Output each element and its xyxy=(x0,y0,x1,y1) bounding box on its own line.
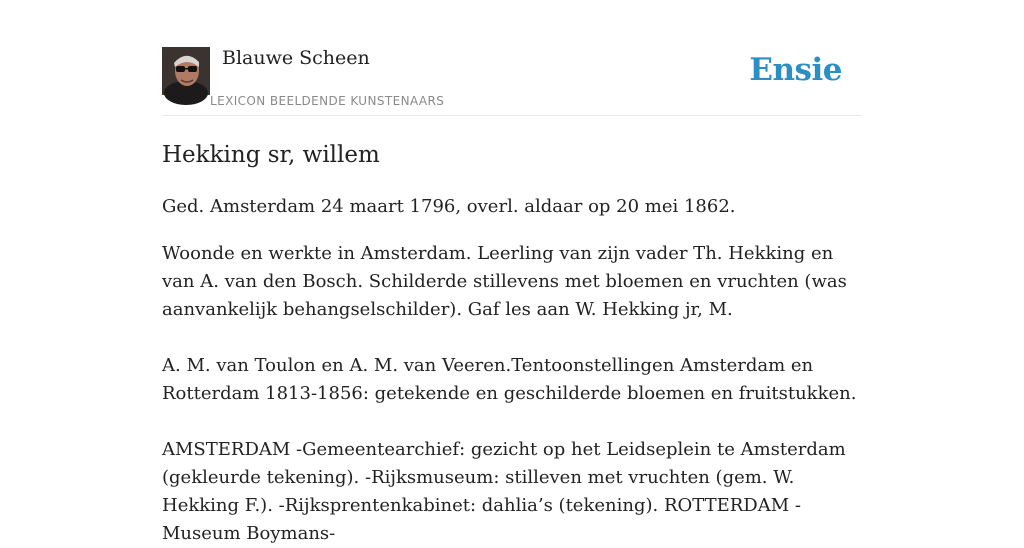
avatar-photo-icon xyxy=(162,47,210,95)
article-page xyxy=(162,0,862,548)
article-paragraph-dates: Ged. Amsterdam 24 maart 1796, overl. aldaar op 20 mei 1862. xyxy=(162,196,736,217)
article-header xyxy=(162,0,862,116)
article-title: Hekking sr, willem xyxy=(162,142,380,168)
collection-link[interactable]: LEXICON BEELDENDE KUNSTENAARS xyxy=(210,94,445,108)
ensie-logo[interactable]: Ensie xyxy=(749,52,842,88)
author-name[interactable]: Blauwe Scheen xyxy=(222,47,370,69)
author-avatar[interactable] xyxy=(162,47,210,95)
article-paragraph-exhibitions: A. M. van Toulon en A. M. van Veeren.Tentoonstellingen Amsterdam en Rotterdam 1813-1856: getekende en geschilderde bloemen en fruitstukken. xyxy=(162,355,857,404)
article-paragraph-biography: Woonde en werkte in Amsterdam. Leerling van zijn vader Th. Hekking en van A. van den Bosch. Schilderde stillevens met bloemen en vruchten (was aanvankelijk behangselschilder). Gaf les aan W. Hekking jr, M. xyxy=(162,243,847,320)
article-paragraph-collections: AMSTERDAM -Gemeentearchief: gezicht op het Leidseplein te Amsterdam (gekleurde tekening). -Rijksmuseum: stilleven met vruchten (gem. W. Hekking F.). -Rijksprentenkabinet: dahlia’s (tekening). ROTTERDAM -Museum Boymans- xyxy=(162,439,846,544)
